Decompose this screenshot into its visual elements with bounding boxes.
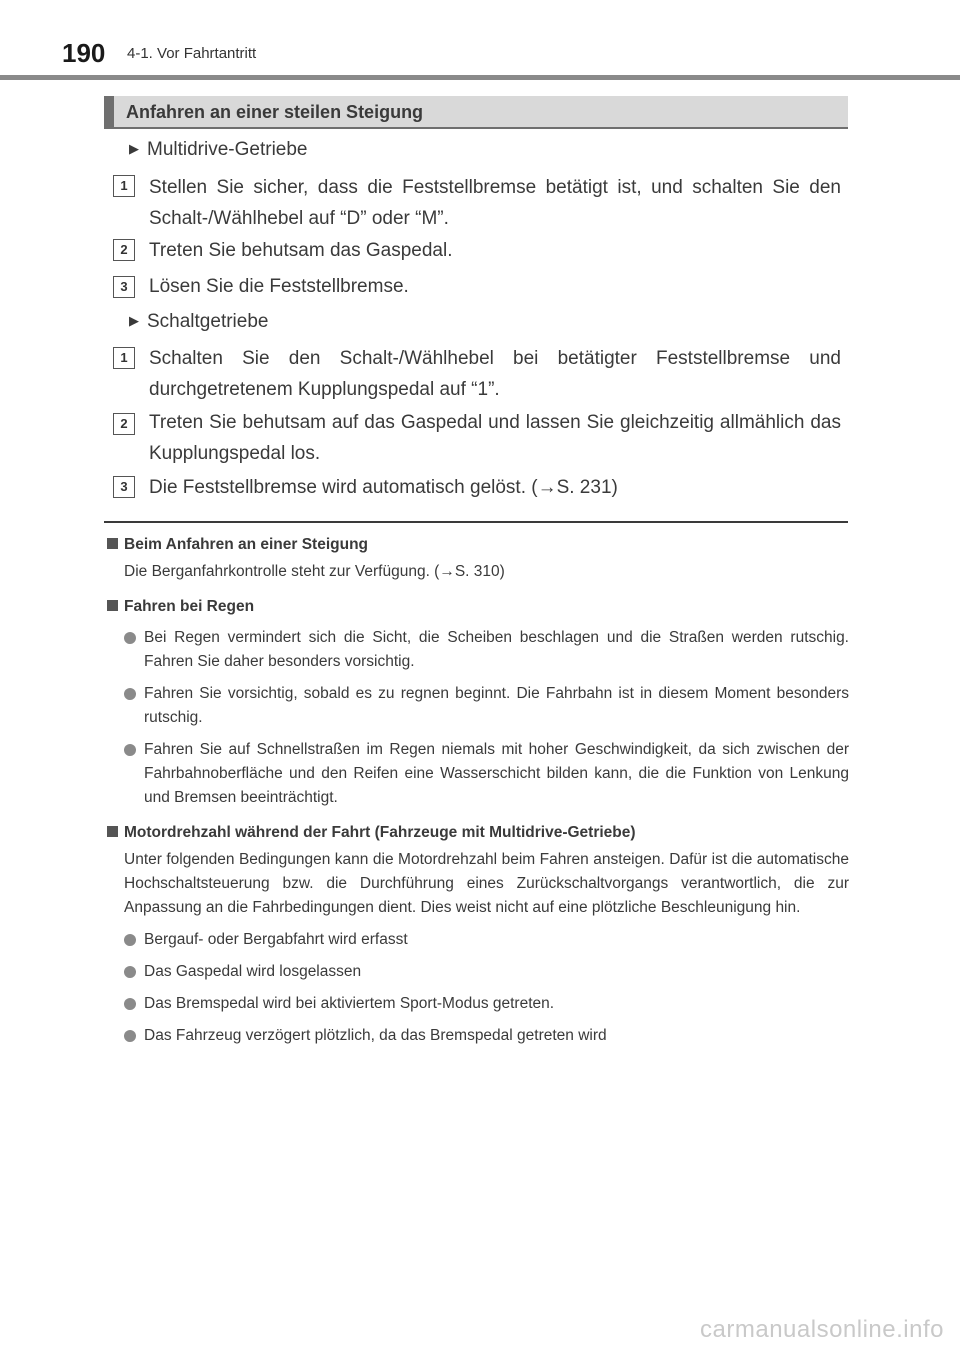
header-rule — [0, 75, 960, 80]
square-bullet-icon — [107, 538, 118, 549]
square-bullet-icon — [107, 826, 118, 837]
step-text: Schalten Sie den Schalt-/Wählhebel bei betätigter Feststellbremse und durchgetretenem Kupplungspedal auf “1”. — [149, 348, 841, 400]
watermark: carmanualsonline.info — [700, 1316, 944, 1343]
bullet-text: Bei Regen vermindert sich die Sicht, die Scheiben beschlagen und die Straßen werden rutschig. Fahren Sie daher besonders vorsichtig. — [144, 629, 849, 670]
note-title-hill — [107, 534, 849, 556]
bullet-item — [144, 928, 849, 952]
page-number: 190 — [62, 38, 106, 68]
round-bullet-icon — [124, 934, 136, 946]
bullet-item — [144, 738, 849, 810]
subheading-manual — [129, 311, 268, 333]
note-title-text: Motordrehzahl während der Fahrt (Fahrzeuge mit Multidrive-Getriebe) — [124, 824, 636, 841]
subheading-label: Multidrive-Getriebe — [147, 139, 308, 160]
step-text: Treten Sie behutsam das Gaspedal. — [149, 240, 453, 261]
section-title: Anfahren an einer steilen Steigung — [126, 102, 424, 122]
subheading-multidrive — [129, 139, 308, 161]
note-title-rpm — [107, 822, 849, 844]
note-text-rpm: Unter folgenden Bedingungen kann die Motordrehzahl beim Fahren ansteigen. Dafür ist die automatische Hochschaltsteuerung bzw. die Durchführung eines Zurückschaltvorgangs verantwortlich, die zur Anpassung an die Fahrbedingungen dient. Dies weist nicht auf eine plötzliche Beschleunigung hin. — [124, 851, 849, 916]
round-bullet-icon — [124, 966, 136, 978]
notes — [107, 534, 849, 1048]
bullet-item — [144, 682, 849, 730]
bullet-text: Bergauf- oder Bergabfahrt wird erfasst — [144, 931, 408, 948]
note-title-rain — [107, 596, 849, 618]
chapter-title: 4-1. Vor Fahrtantritt — [127, 45, 257, 62]
note-title-text: Beim Anfahren an einer Steigung — [124, 536, 369, 553]
section-divider — [104, 521, 848, 523]
section-header — [104, 96, 848, 129]
step-badge: 1 — [113, 347, 135, 369]
triangle-bullet-icon: ▶ — [129, 313, 139, 328]
round-bullet-icon — [124, 744, 136, 756]
round-bullet-icon — [124, 998, 136, 1010]
bullet-text: Fahren Sie auf Schnellstraßen im Regen niemals mit hoher Geschwindigkeit, da sich zwischen der Fahrbahnoberfläche und den Reifen eine Wasserschicht bilden kann, die die Funktion von Lenkung und Bremsen beeinträchtigt. — [144, 741, 849, 806]
step-badge: 2 — [113, 239, 135, 261]
triangle-bullet-icon: ▶ — [129, 141, 139, 156]
round-bullet-icon — [124, 1030, 136, 1042]
step-badge: 3 — [113, 276, 135, 298]
bullet-item — [144, 1024, 849, 1048]
bullet-text: Das Bremspedal wird bei aktiviertem Sport-Modus getreten. — [144, 995, 555, 1012]
section-header-bar — [104, 96, 114, 127]
bullet-item — [144, 626, 849, 674]
bullet-text: Das Fahrzeug verzögert plötzlich, da das Bremspedal getreten wird — [144, 1027, 607, 1044]
square-bullet-icon — [107, 600, 118, 611]
note-text-hill: Die Berganfahrkontrolle steht zur Verfügung. (→S. 310) — [124, 563, 505, 580]
bullet-text: Das Gaspedal wird losgelassen — [144, 963, 362, 980]
step-text: Treten Sie behutsam auf das Gaspedal und lassen Sie gleichzeitig allmählich das Kupplungspedal los. — [149, 412, 841, 464]
step-text: Lösen Sie die Feststellbremse. — [149, 276, 409, 297]
round-bullet-icon — [124, 688, 136, 700]
bullet-item — [144, 992, 849, 1016]
step-text: Stellen Sie sicher, dass die Feststellbremse betätigt ist, und schalten Sie den Schalt-/Wählhebel auf “D” oder “M”. — [149, 177, 841, 229]
step-text: Die Feststellbremse wird automatisch gelöst. (→S. 231) — [149, 477, 618, 498]
subheading-label: Schaltgetriebe — [147, 311, 269, 332]
step-badge: 1 — [113, 175, 135, 197]
step-badge: 3 — [113, 476, 135, 498]
note-title-text: Fahren bei Regen — [124, 598, 255, 615]
bullet-text: Fahren Sie vorsichtig, sobald es zu regnen beginnt. Die Fahrbahn ist in diesem Moment besonders rutschig. — [144, 685, 849, 726]
step-badge: 2 — [113, 413, 135, 435]
round-bullet-icon — [124, 632, 136, 644]
bullet-item — [144, 960, 849, 984]
